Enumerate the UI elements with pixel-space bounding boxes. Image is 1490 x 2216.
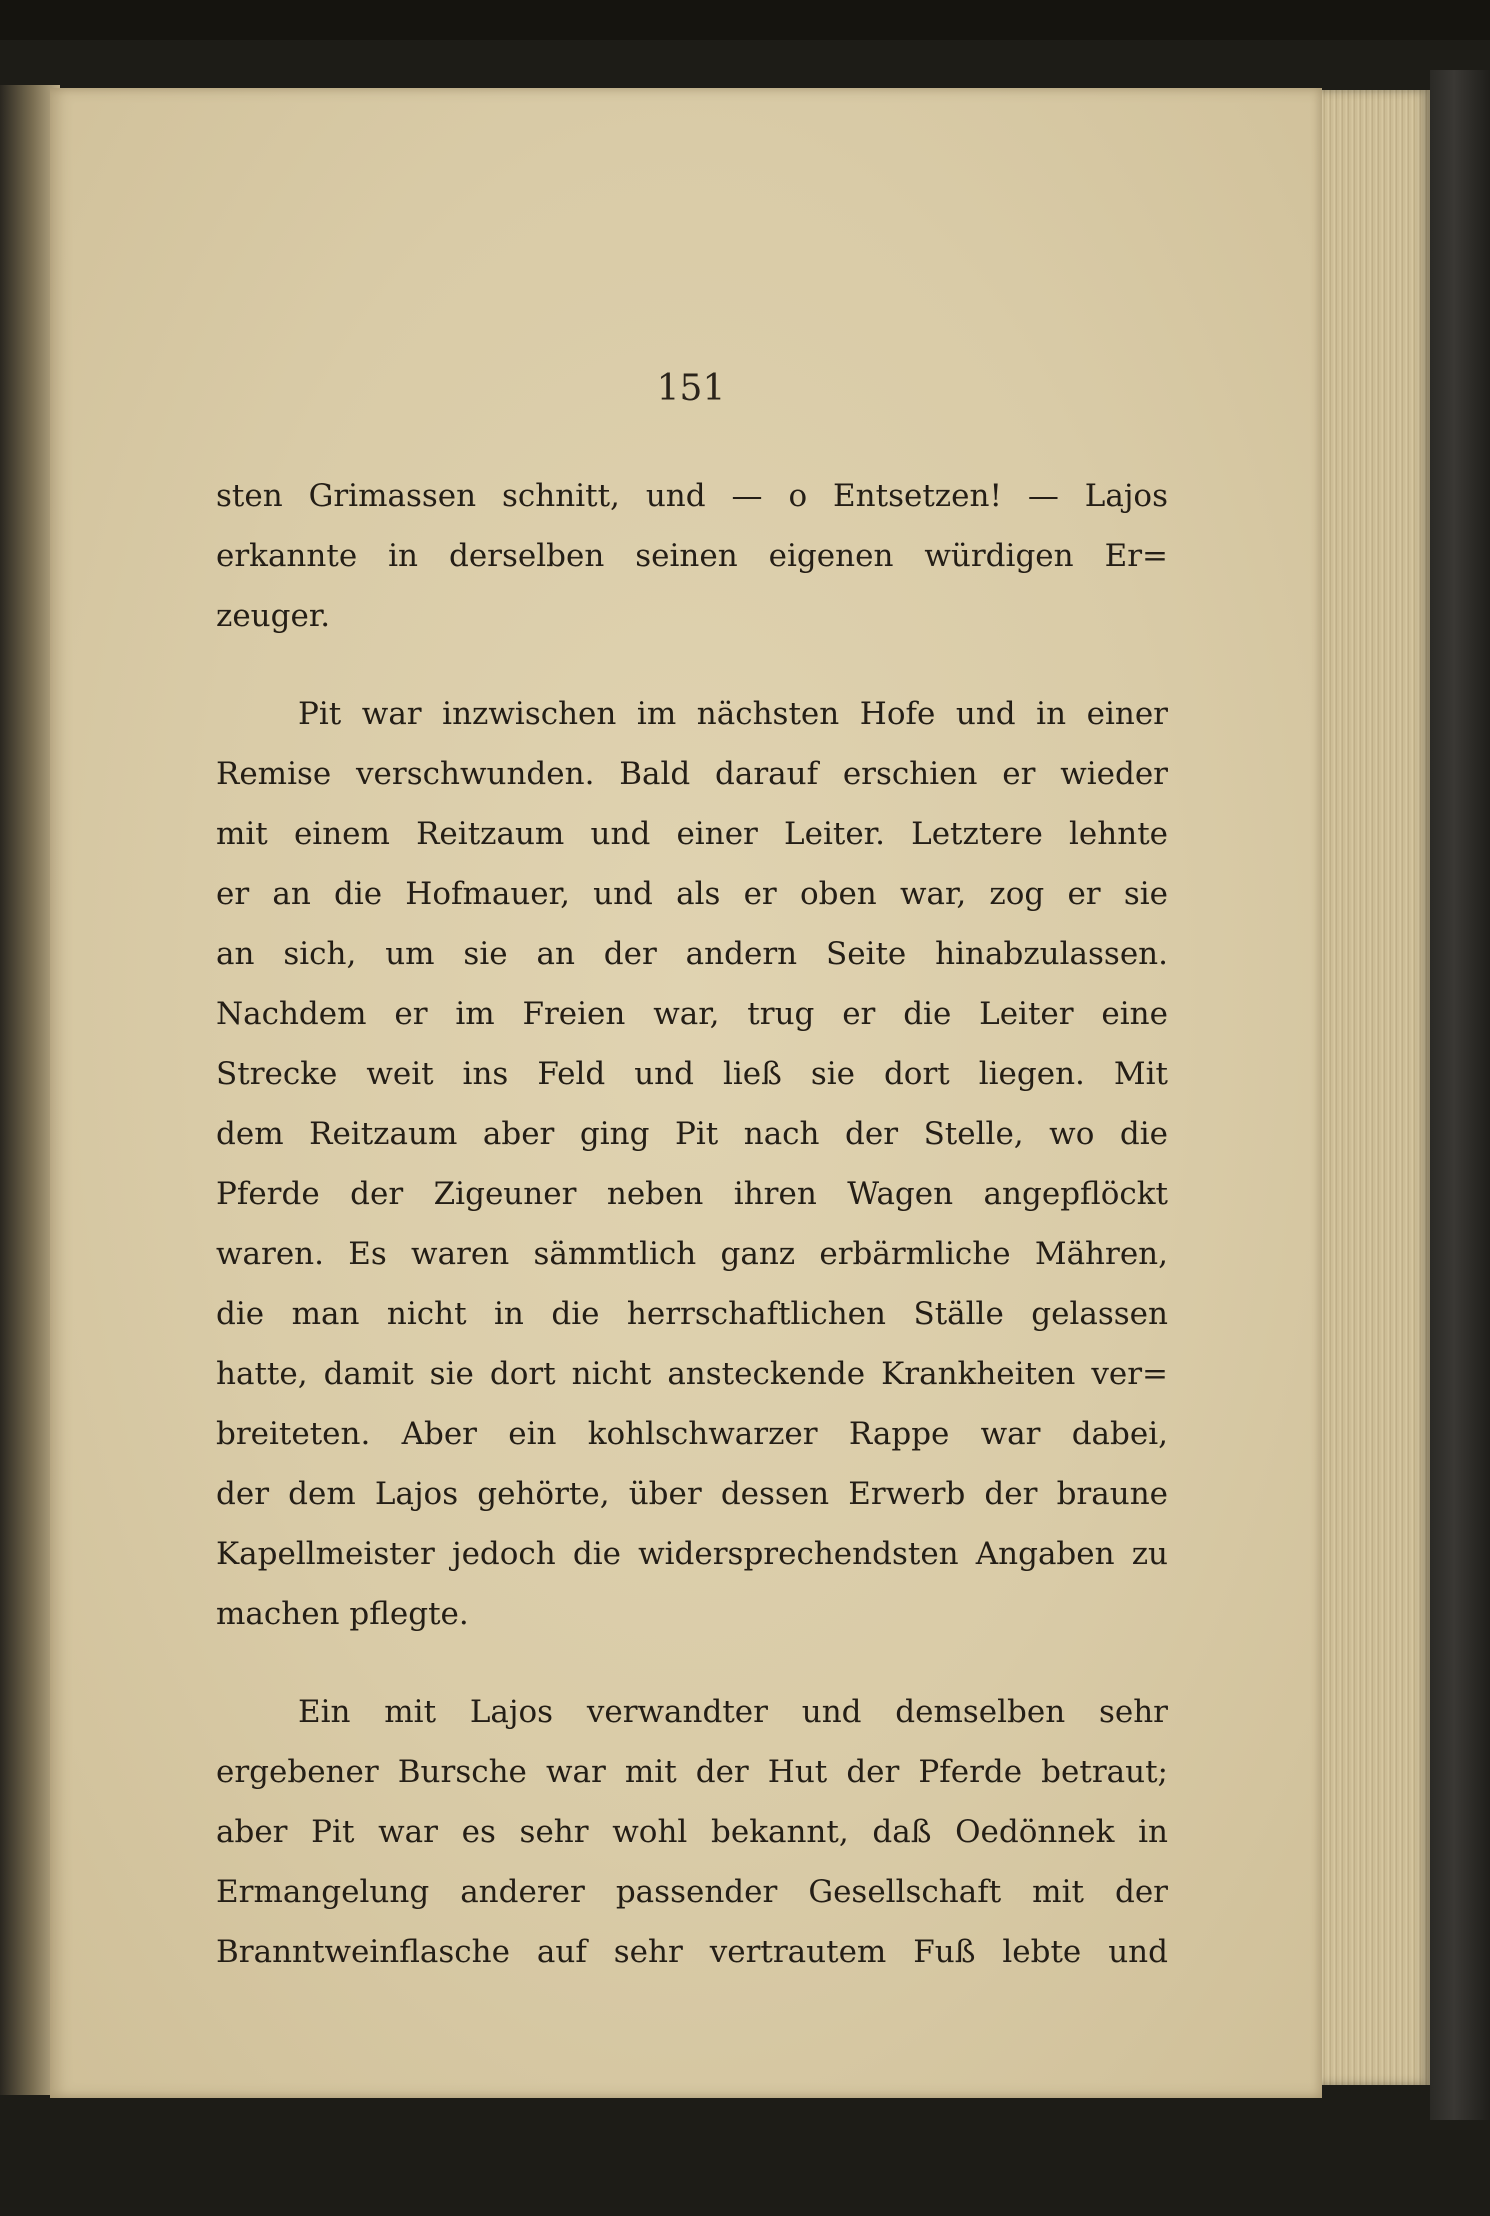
paragraph-gap xyxy=(216,646,1168,684)
text-line: zeuger. xyxy=(216,598,331,634)
book-page xyxy=(50,88,1322,2098)
text-line: Nachdem er im Freien war, trug er die Leiter eine xyxy=(216,996,1168,1032)
text-line: Ermangelung anderer passender Gesellschaft mit der xyxy=(216,1874,1168,1910)
paragraph-gap xyxy=(216,1644,1168,1682)
text-line: die man nicht in die herrschaftlichen Ställe gelassen xyxy=(216,1296,1168,1332)
text-line: Remise verschwunden. Bald darauf erschien er wieder xyxy=(216,756,1168,792)
text-line: Kapellmeister jedoch die widersprechendsten Angaben zu xyxy=(216,1536,1168,1572)
text-line: dem Reitzaum aber ging Pit nach der Stelle, wo die xyxy=(216,1116,1168,1152)
text-line: waren. Es waren sämmtlich ganz erbärmliche Mähren, xyxy=(216,1236,1168,1272)
text-line: Strecke weit ins Feld und ließ sie dort liegen. Mit xyxy=(216,1056,1168,1092)
text-line: erkannte in derselben seinen eigenen würdigen Er= xyxy=(216,538,1168,574)
text-line: ergebener Bursche war mit der Hut der Pferde betraut; xyxy=(216,1754,1168,1790)
text-line: aber Pit war es sehr wohl bekannt, daß Oedönnek in xyxy=(216,1814,1168,1850)
text-line: der dem Lajos gehörte, über dessen Erwerb der braune xyxy=(216,1476,1168,1512)
text-line: an sich, um sie an der andern Seite hinabzulassen. xyxy=(216,936,1168,972)
text-line: hatte, damit sie dort nicht ansteckende Krankheiten ver= xyxy=(216,1356,1168,1392)
text-line: machen pflegte. xyxy=(216,1596,469,1632)
text-line: Pit war inzwischen im nächsten Hofe und in einer xyxy=(298,696,1168,732)
text-line: Pferde der Zigeuner neben ihren Wagen angepflöckt xyxy=(216,1176,1168,1212)
text-line: Ein mit Lajos verwandter und demselben sehr xyxy=(298,1694,1168,1730)
text-line: er an die Hofmauer, und als er oben war, zog er sie xyxy=(216,876,1168,912)
text-block xyxy=(216,466,1168,1982)
page-number: 151 xyxy=(656,368,726,409)
text-line: mit einem Reitzaum und einer Leiter. Letztere lehnte xyxy=(216,816,1168,852)
paragraph xyxy=(216,466,1168,646)
text-line: Branntweinflasche auf sehr vertrautem Fuß lebte und xyxy=(216,1934,1168,1970)
paragraph xyxy=(216,684,1168,1644)
text-line: breiteten. Aber ein kohlschwarzer Rappe war dabei, xyxy=(216,1416,1168,1452)
cover-edge-right xyxy=(1430,70,1490,2120)
page-edges xyxy=(1320,90,1430,2085)
paragraph xyxy=(216,1682,1168,1982)
text-line: sten Grimassen schnitt, und — o Entsetzen! — Lajos xyxy=(216,478,1168,514)
